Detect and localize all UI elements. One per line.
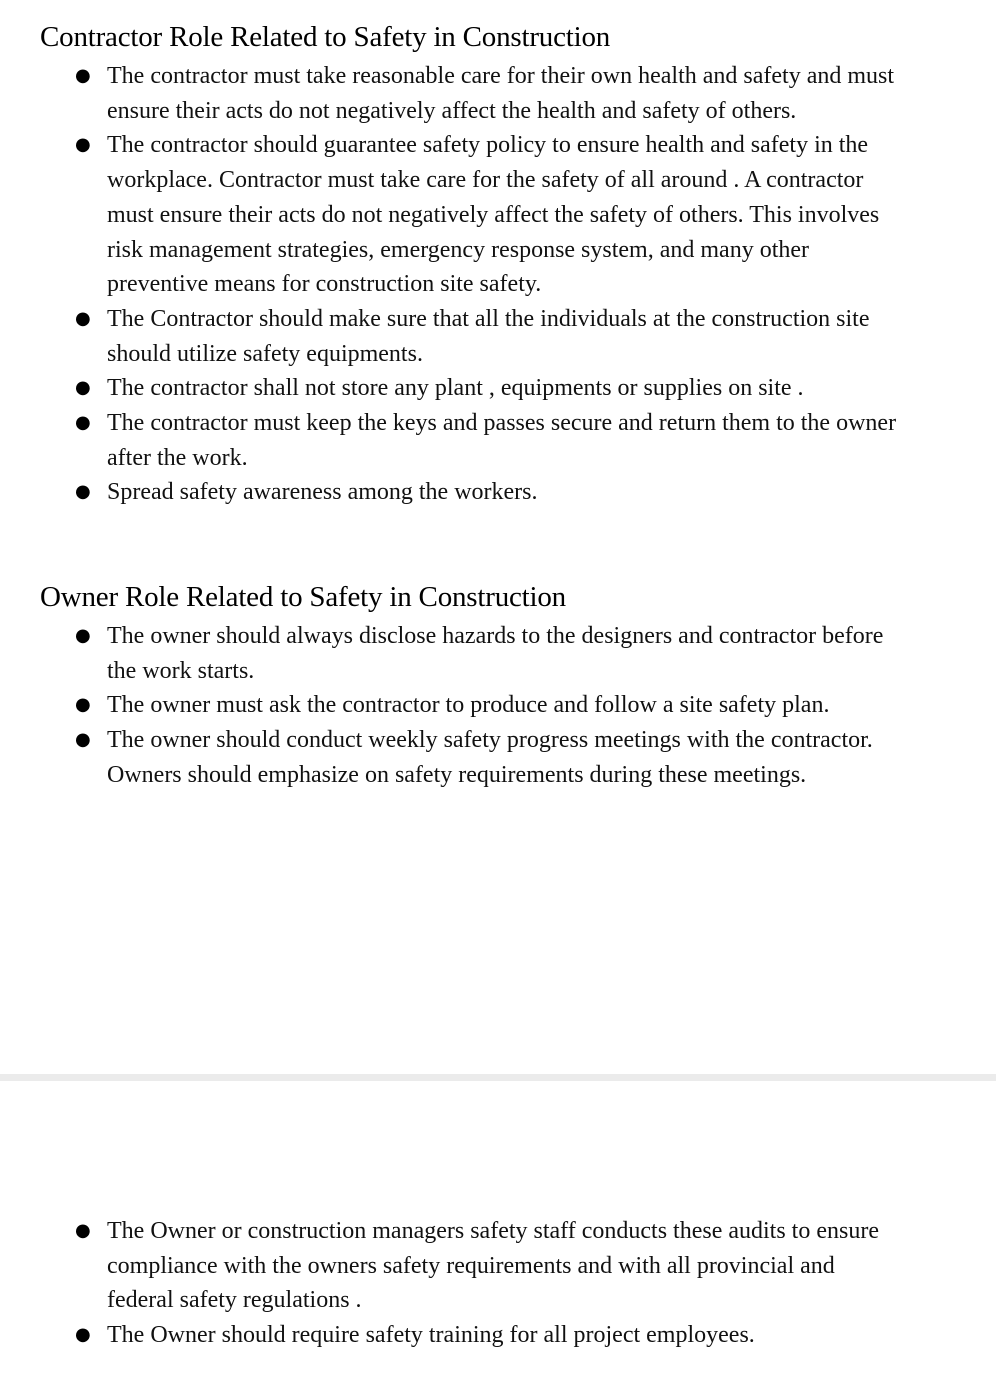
contractor-bullet-list xyxy=(0,59,996,510)
page-break xyxy=(0,1074,996,1081)
list-item xyxy=(0,128,897,302)
list-item xyxy=(0,406,897,475)
contractor-heading: Contractor Role Related to Safety in Construction xyxy=(40,21,611,53)
owner-heading: Owner Role Related to Safety in Construction xyxy=(40,581,566,613)
bullet-icon: ● xyxy=(75,65,91,86)
list-item xyxy=(0,1214,897,1318)
bullet-icon: ● xyxy=(75,1324,91,1346)
list-item xyxy=(0,302,897,371)
list-item-text: Spread safety awareness among the workers. xyxy=(107,479,538,506)
list-item xyxy=(0,723,897,792)
contractor-section xyxy=(0,19,996,510)
list-item xyxy=(0,688,897,723)
owner-section-continued xyxy=(0,1214,996,1353)
list-item xyxy=(0,1318,897,1353)
list-item-text: The contractor must take reasonable care for their own health and safety and must ensure their acts do not negatively affect the health and safety of others. xyxy=(107,63,895,124)
list-item-text: The owner should always disclose hazards to the designers and contractor before the work starts. xyxy=(107,623,884,684)
bullet-icon: ● xyxy=(75,412,91,434)
bullet-icon: ● xyxy=(75,377,91,399)
list-item xyxy=(0,371,897,406)
owner-section xyxy=(0,579,996,793)
bullet-icon: ● xyxy=(75,1220,91,1241)
list-item-text: The contractor shall not store any plant , equipments or supplies on site . xyxy=(107,375,804,402)
bullet-icon: ● xyxy=(75,625,91,646)
list-item-text: The Contractor should make sure that all the individuals at the construction site should utilize safety equipments. xyxy=(107,305,870,367)
list-item-text: The owner must ask the contractor to produce and follow a site safety plan. xyxy=(107,692,830,719)
bullet-icon: ● xyxy=(75,481,91,503)
list-item-text: The contractor should guarantee safety policy to ensure health and safety in the workplace. Contractor must take care for the safety of all around . A contractor must ensure their acts do not negatively affect the safety of others. This involves risk management strategies, emergency response system, and many other preventive means for construction site safety. xyxy=(107,132,880,298)
bullet-icon: ● xyxy=(75,134,91,156)
owner-continued-bullet-list xyxy=(0,1214,996,1353)
owner-bullet-list xyxy=(0,619,996,793)
bullet-icon: ● xyxy=(75,307,91,329)
list-item-text: The owner should conduct weekly safety progress meetings with the contractor. Owners should emphasize on safety requirements during these meetings. xyxy=(107,727,873,788)
bullet-icon: ● xyxy=(75,694,91,716)
list-item-text: The Owner should require safety training for all project employees. xyxy=(107,1322,755,1349)
list-item-text: The Owner or construction managers safety staff conducts these audits to ensure compliance with the owners safety requirements and with all provincial and federal safety regulations . xyxy=(107,1218,879,1314)
list-item-text: The contractor must keep the keys and passes secure and return them to the owner after the work. xyxy=(107,410,897,471)
list-item xyxy=(0,59,897,128)
document-page-2 xyxy=(0,1081,996,1399)
list-item xyxy=(0,475,897,510)
bullet-icon: ● xyxy=(75,729,91,751)
list-item xyxy=(0,619,897,688)
